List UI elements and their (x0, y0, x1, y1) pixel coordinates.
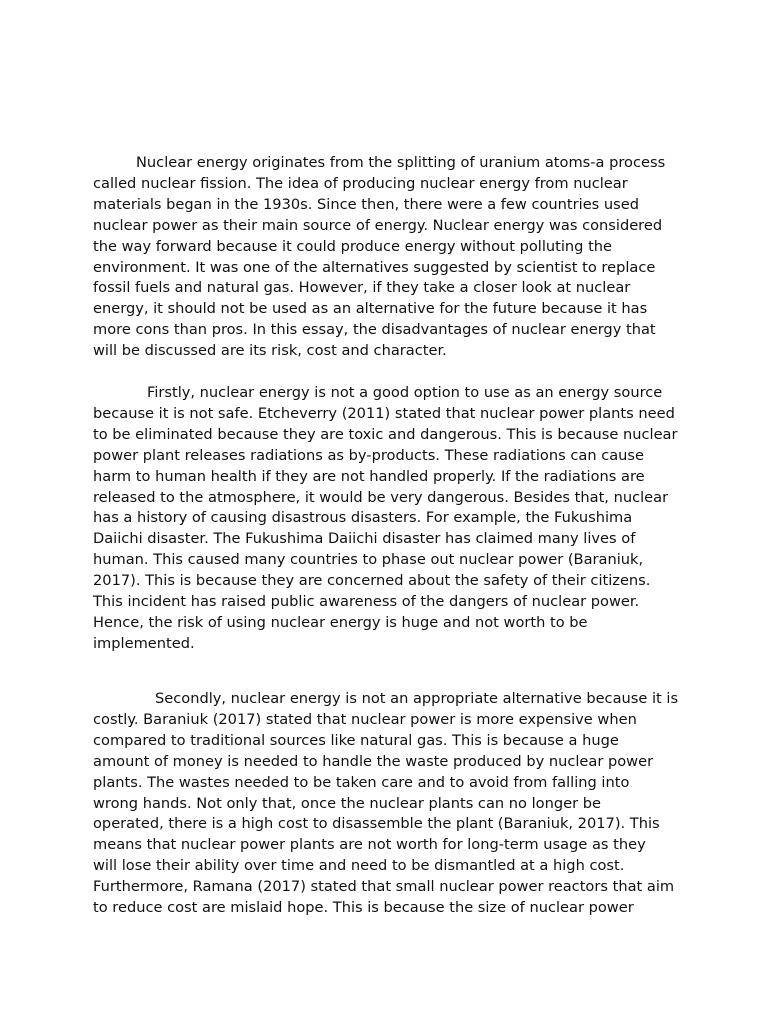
paragraph-risk (93, 383, 683, 655)
paragraph-intro (93, 153, 683, 362)
paragraph-line: operated, there is a high cost to disassemble the plant (Baraniuk, 2017). This (93, 815, 660, 833)
paragraph-line: implemented. (93, 634, 195, 652)
paragraph-line: fossil fuels and natural gas. However, if they take a closer look at nuclear (93, 279, 631, 297)
paragraph-line: because it is not safe. Etcheverry (2011) stated that nuclear power plants need (93, 404, 675, 422)
paragraph-line: compared to traditional sources like natural gas. This is because a huge (93, 731, 619, 749)
paragraph-line: Secondly, nuclear energy is not an appropriate alternative because it is (155, 690, 679, 707)
paragraph-line: 2017). This is because they are concerned about the safety of their citizens. (93, 572, 651, 590)
paragraph-line: human. This caused many countries to phase out nuclear power (Baraniuk, (93, 551, 644, 569)
paragraph-line: amount of money is needed to handle the waste produced by nuclear power (93, 752, 654, 770)
paragraph-line: Nuclear energy originates from the splitting of uranium atoms-a process (136, 154, 666, 171)
paragraph-line: plants. The wastes needed to be taken care and to avoid from falling into (93, 773, 630, 791)
paragraph-line: harm to human health if they are not handled properly. If the radiations are (93, 467, 645, 485)
paragraph-line: will be discussed are its risk, cost and character. (93, 342, 447, 360)
paragraph-line: to be eliminated because they are toxic and dangerous. This is because nuclear (93, 425, 678, 443)
paragraph-cost (93, 689, 683, 919)
paragraph-line: more cons than pros. In this essay, the disadvantages of nuclear energy that (93, 321, 656, 339)
paragraph-line: to reduce cost are mislaid hope. This is because the size of nuclear power (93, 899, 634, 917)
paragraph-line: nuclear power as their main source of energy. Nuclear energy was considered (93, 216, 663, 234)
paragraph-line: will lose their ability over time and need to be dismantled at a high cost. (93, 857, 625, 875)
paragraph-line: means that nuclear power plants are not worth for long-term usage as they (93, 836, 646, 854)
paragraph-line: the way forward because it could produce energy without polluting the (93, 237, 613, 255)
paragraph-line: power plant releases radiations as by-products. These radiations can cause (93, 446, 644, 464)
paragraph-line: Firstly, nuclear energy is not a good option to use as an energy source (147, 384, 663, 401)
paragraph-line: energy, it should not be used as an alternative for the future because it has (93, 300, 648, 318)
paragraph-line: This incident has raised public awareness of the dangers of nuclear power. (93, 593, 640, 611)
paragraph-line: called nuclear fission. The idea of producing nuclear energy from nuclear (93, 174, 628, 192)
paragraph-line: environment. It was one of the alternatives suggested by scientist to replace (93, 258, 656, 276)
paragraph-line: costly. Baraniuk (2017) stated that nuclear power is more expensive when (93, 710, 637, 728)
paragraph-line: released to the atmosphere, it would be very dangerous. Besides that, nuclear (93, 488, 669, 506)
paragraph-line: materials began in the 1930s. Since then, there were a few countries used (93, 195, 640, 213)
paragraph-line: wrong hands. Not only that, once the nuclear plants can no longer be (93, 794, 601, 812)
paragraph-line: Furthermore, Ramana (2017) stated that small nuclear power reactors that aim (93, 878, 675, 896)
paragraph-line: has a history of causing disastrous disasters. For example, the Fukushima (93, 509, 633, 527)
paragraph-line: Daiichi disaster. The Fukushima Daiichi disaster has claimed many lives of (93, 530, 636, 548)
paragraph-line: Hence, the risk of using nuclear energy is huge and not worth to be (93, 613, 588, 631)
